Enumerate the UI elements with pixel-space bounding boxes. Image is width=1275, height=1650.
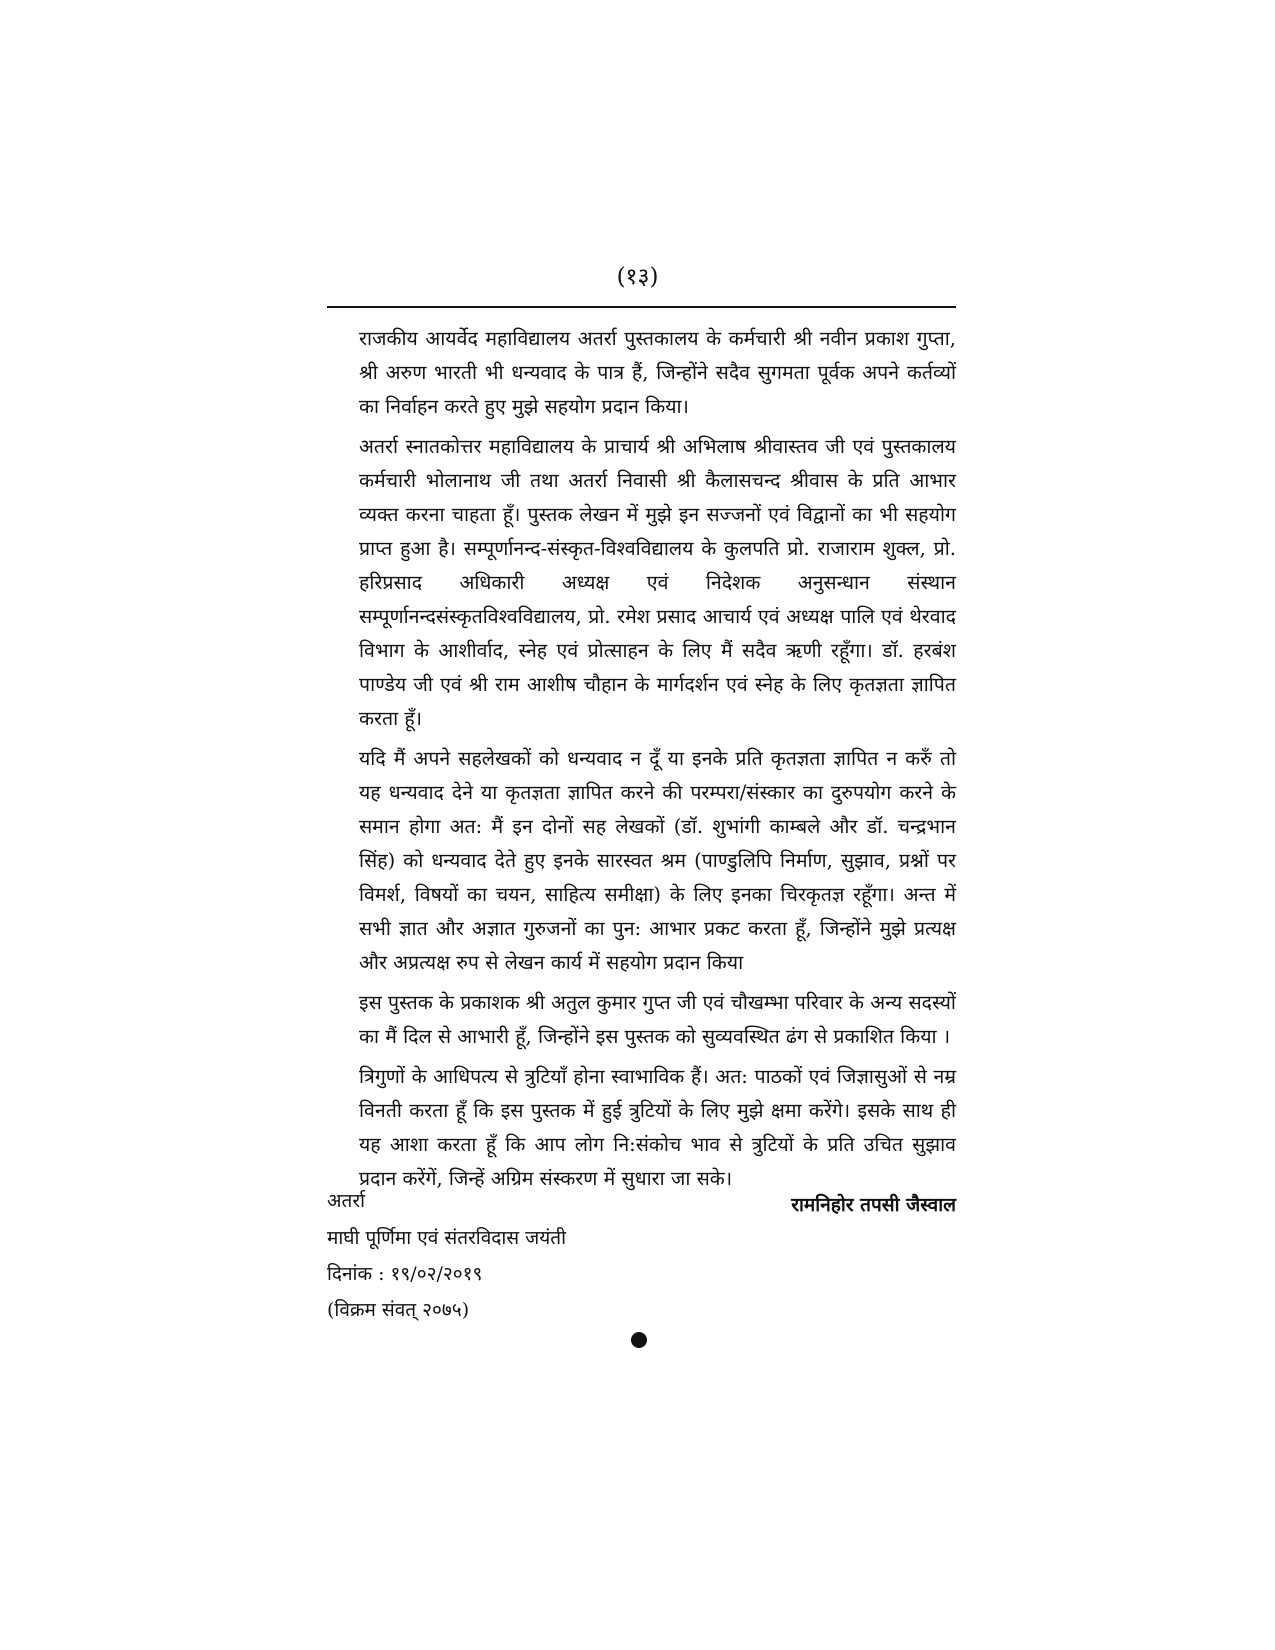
place: अतर्रा — [327, 1190, 366, 1212]
author-signature: रामनिहोर तपसी जैस्वाल — [791, 1194, 956, 1216]
paragraph: राजकीय आयर्वेद महाविद्यालय अतर्रा पुस्तकालय के कर्मचारी श्री नवीन प्रकाश गुप्ता, श्री अरुण भारती भी धन्यवाद के पात्र हैं, जिन्होंने सदैव सुगमता पूर्वक अपने कर्तव्यों का निर्वाहन करते हुए मुझे सहयोग प्रदान किया। — [359, 327, 956, 418]
occasion: माघी पूर्णिमा एवं संतरविदास जयंती — [327, 1227, 567, 1249]
end-bullet-icon — [631, 1332, 647, 1348]
page-number: (१३) — [616, 264, 659, 290]
paragraph: अतर्रा स्नातकोत्तर महाविद्यालय के प्राचार्य श्री अभिलाष श्रीवास्तव जी एवं पुस्तकालय कर्मचारी भोलानाथ जी तथा अतर्रा निवासी श्री कैलासचन्द श्रीवास के प्रति आभार व्यक्त करना चाहता हूँ। पुस्तक लेखन में मुझे इन सज्जनों एवं विद्वानों का भी सहयोग प्राप्त हुआ है। सम्पूर्णानन्द-संस्कृत-विश्वविद्यालय के कुलपति प्रो. राजाराम शुक्ल, प्रो. हरिप्रसाद अधिकारी अध्यक्ष एवं निदेशक अनुसन्धान संस्थान सम्पूर्णानन्दसंस्कृतविश्वविद्यालय, प्रो. रमेश प्रसाद आचार्य एवं अध्यक्ष पालि एवं थेरवाद विभाग के आशीर्वाद, स्नेह एवं प्रोत्साहन के लिए मैं सदैव ऋणी रहूँगा। डॉ. हरबंश पाण्डेय जी एवं श्री राम आशीष चौहान के मार्गदर्शन एवं स्नेह के लिए कृतज्ञता ज्ञापित करता हूँ। — [359, 435, 956, 730]
paragraph: त्रिगुणों के आधिपत्य से त्रुटियाँ होना स्वाभाविक हैं। अत: पाठकों एवं जिज्ञासुओं से नम्र विनती करता हूँ कि इस पुस्तक में हुई त्रुटियों के लिए मुझे क्षमा करेंगे। इसके साथ ही यह आशा करता हूँ कि आप लोग नि:संकोच भाव से त्रुटियों के प्रति उचित सुझाव प्रदान करेंगें, जिन्हें अग्रिम संस्करण में सुधारा जा सके। — [359, 1065, 956, 1190]
samvat: (विक्रम संवत् २०७५) — [327, 1299, 470, 1321]
header-rule — [327, 306, 956, 308]
paragraph: यदि मैं अपने सहलेखकों को धन्यवाद न दूँ या इनके प्रति कृतज्ञता ज्ञापित न करुँ तो यह धन्यवाद देने या कृतज्ञता ज्ञापित करने की परम्परा/संस्कार का दुरुपयोग करने के समान होगा अत: मैं इन दोनों सह लेखकों (डॉ. शुभांगी काम्बले और डॉ. चन्द्रभान सिंह) को धन्यवाद देते हुए इनके सारस्वत श्रम (पाण्डुलिपि निर्माण, सुझाव, प्रश्नों पर विमर्श, विषयों का चयन, साहित्य समीक्षा) के लिए इनका चिरकृतज्ञ रहूँगा। अन्त में सभी ज्ञात और अज्ञात गुरुजनों का पुन: आभार प्रकट करता हूँ, जिन्होंने मुझे प्रत्यक्ष और अप्रत्यक्ष रुप से लेखन कार्य में सहयोग प्रदान किया — [359, 747, 956, 974]
body-text — [327, 322, 956, 1202]
paragraph: इस पुस्तक के प्रकाशक श्री अतुल कुमार गुप्त जी एवं चौखम्भा परिवार के अन्य सदस्यों का मैं दिल से आभारी हूँ, जिन्होंने इस पुस्तक को सुव्यवस्थित ढंग से प्रकाशित किया । — [359, 991, 956, 1048]
date: दिनांक : १९/०२/२०१९ — [327, 1263, 483, 1285]
